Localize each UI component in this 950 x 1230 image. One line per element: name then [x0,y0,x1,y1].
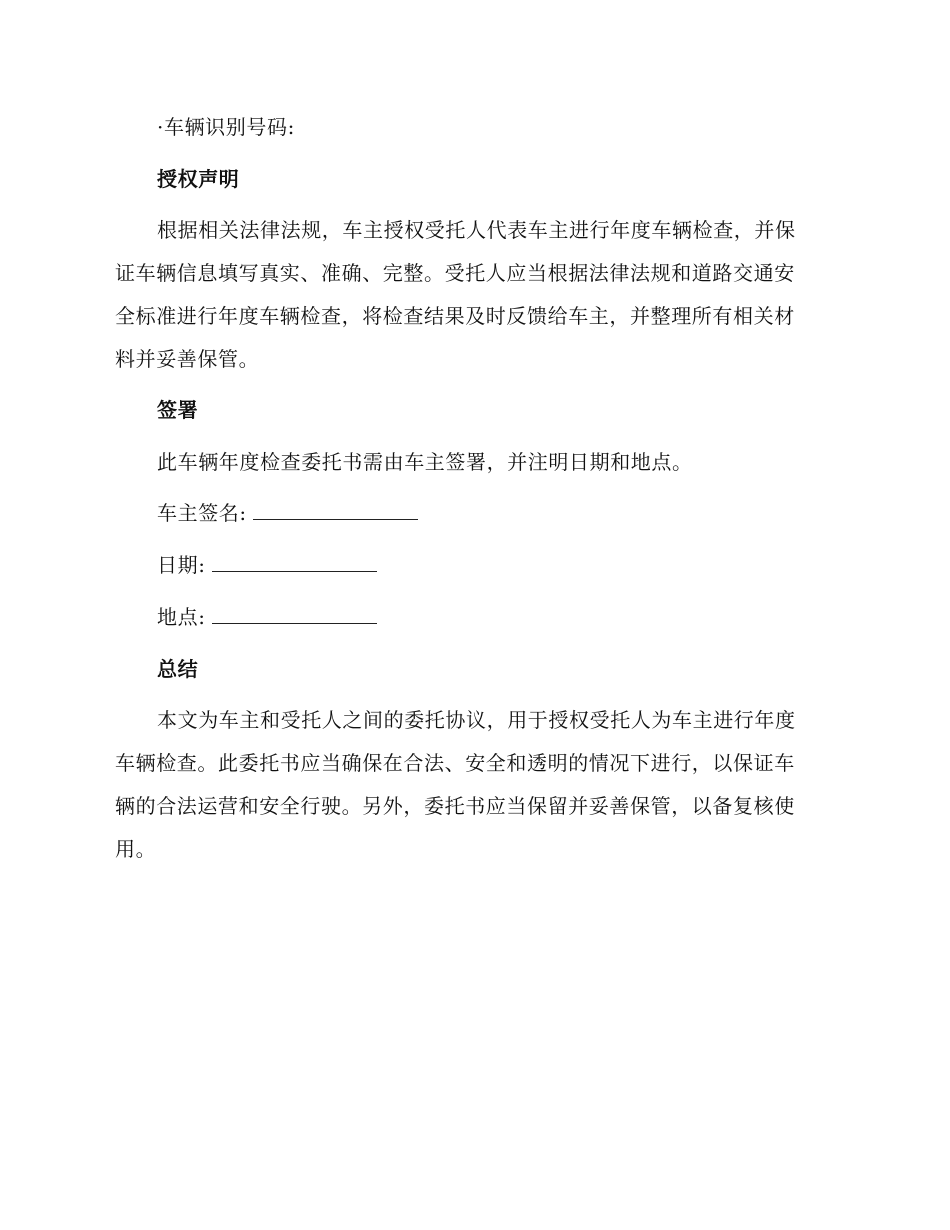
authorization-line-1: 根据相关法律法规，车主授权受托人代表车主进行年度车辆检查，并保 [157,218,796,242]
authorization-line-4: 料并妥善保管。 [115,347,260,371]
vehicle-id-field [157,117,872,137]
bullet: · [157,115,164,139]
signature-heading: 签署 [157,398,199,422]
owner-signature-field [157,503,872,523]
owner-signature-blank[interactable] [253,503,418,520]
owner-signature-label: 车主签名: [157,501,247,525]
date-field [157,555,872,575]
signature-intro: 此车辆年度检查委托书需由车主签署，并注明日期和地点。 [157,450,693,474]
authorization-heading: 授权声明 [157,167,240,191]
place-blank[interactable] [212,607,377,624]
place-label: 地点: [157,605,206,629]
date-label: 日期: [157,553,206,577]
authorization-line-2: 证车辆信息填写真实、准确、完整。受托人应当根据法律法规和道路交通安 [115,261,795,285]
summary-heading: 总结 [157,657,199,681]
summary-line-1: 本文为车主和受托人之间的委托协议，用于授权受托人为车主进行年度 [157,708,796,732]
date-blank[interactable] [212,555,377,572]
vehicle-id-label: 车辆识别号码: [163,115,295,139]
place-field [157,607,872,627]
summary-line-3: 辆的合法运营和安全行驶。另外，委托书应当保留并妥善保管，以备复核使 [115,794,795,818]
summary-line-4: 用。 [115,837,157,861]
authorization-line-3: 全标准进行年度车辆检查，将检查结果及时反馈给车主，并整理所有相关材 [115,304,795,328]
summary-line-2: 车辆检查。此委托书应当确保在合法、安全和透明的情况下进行，以保证车 [115,751,795,775]
